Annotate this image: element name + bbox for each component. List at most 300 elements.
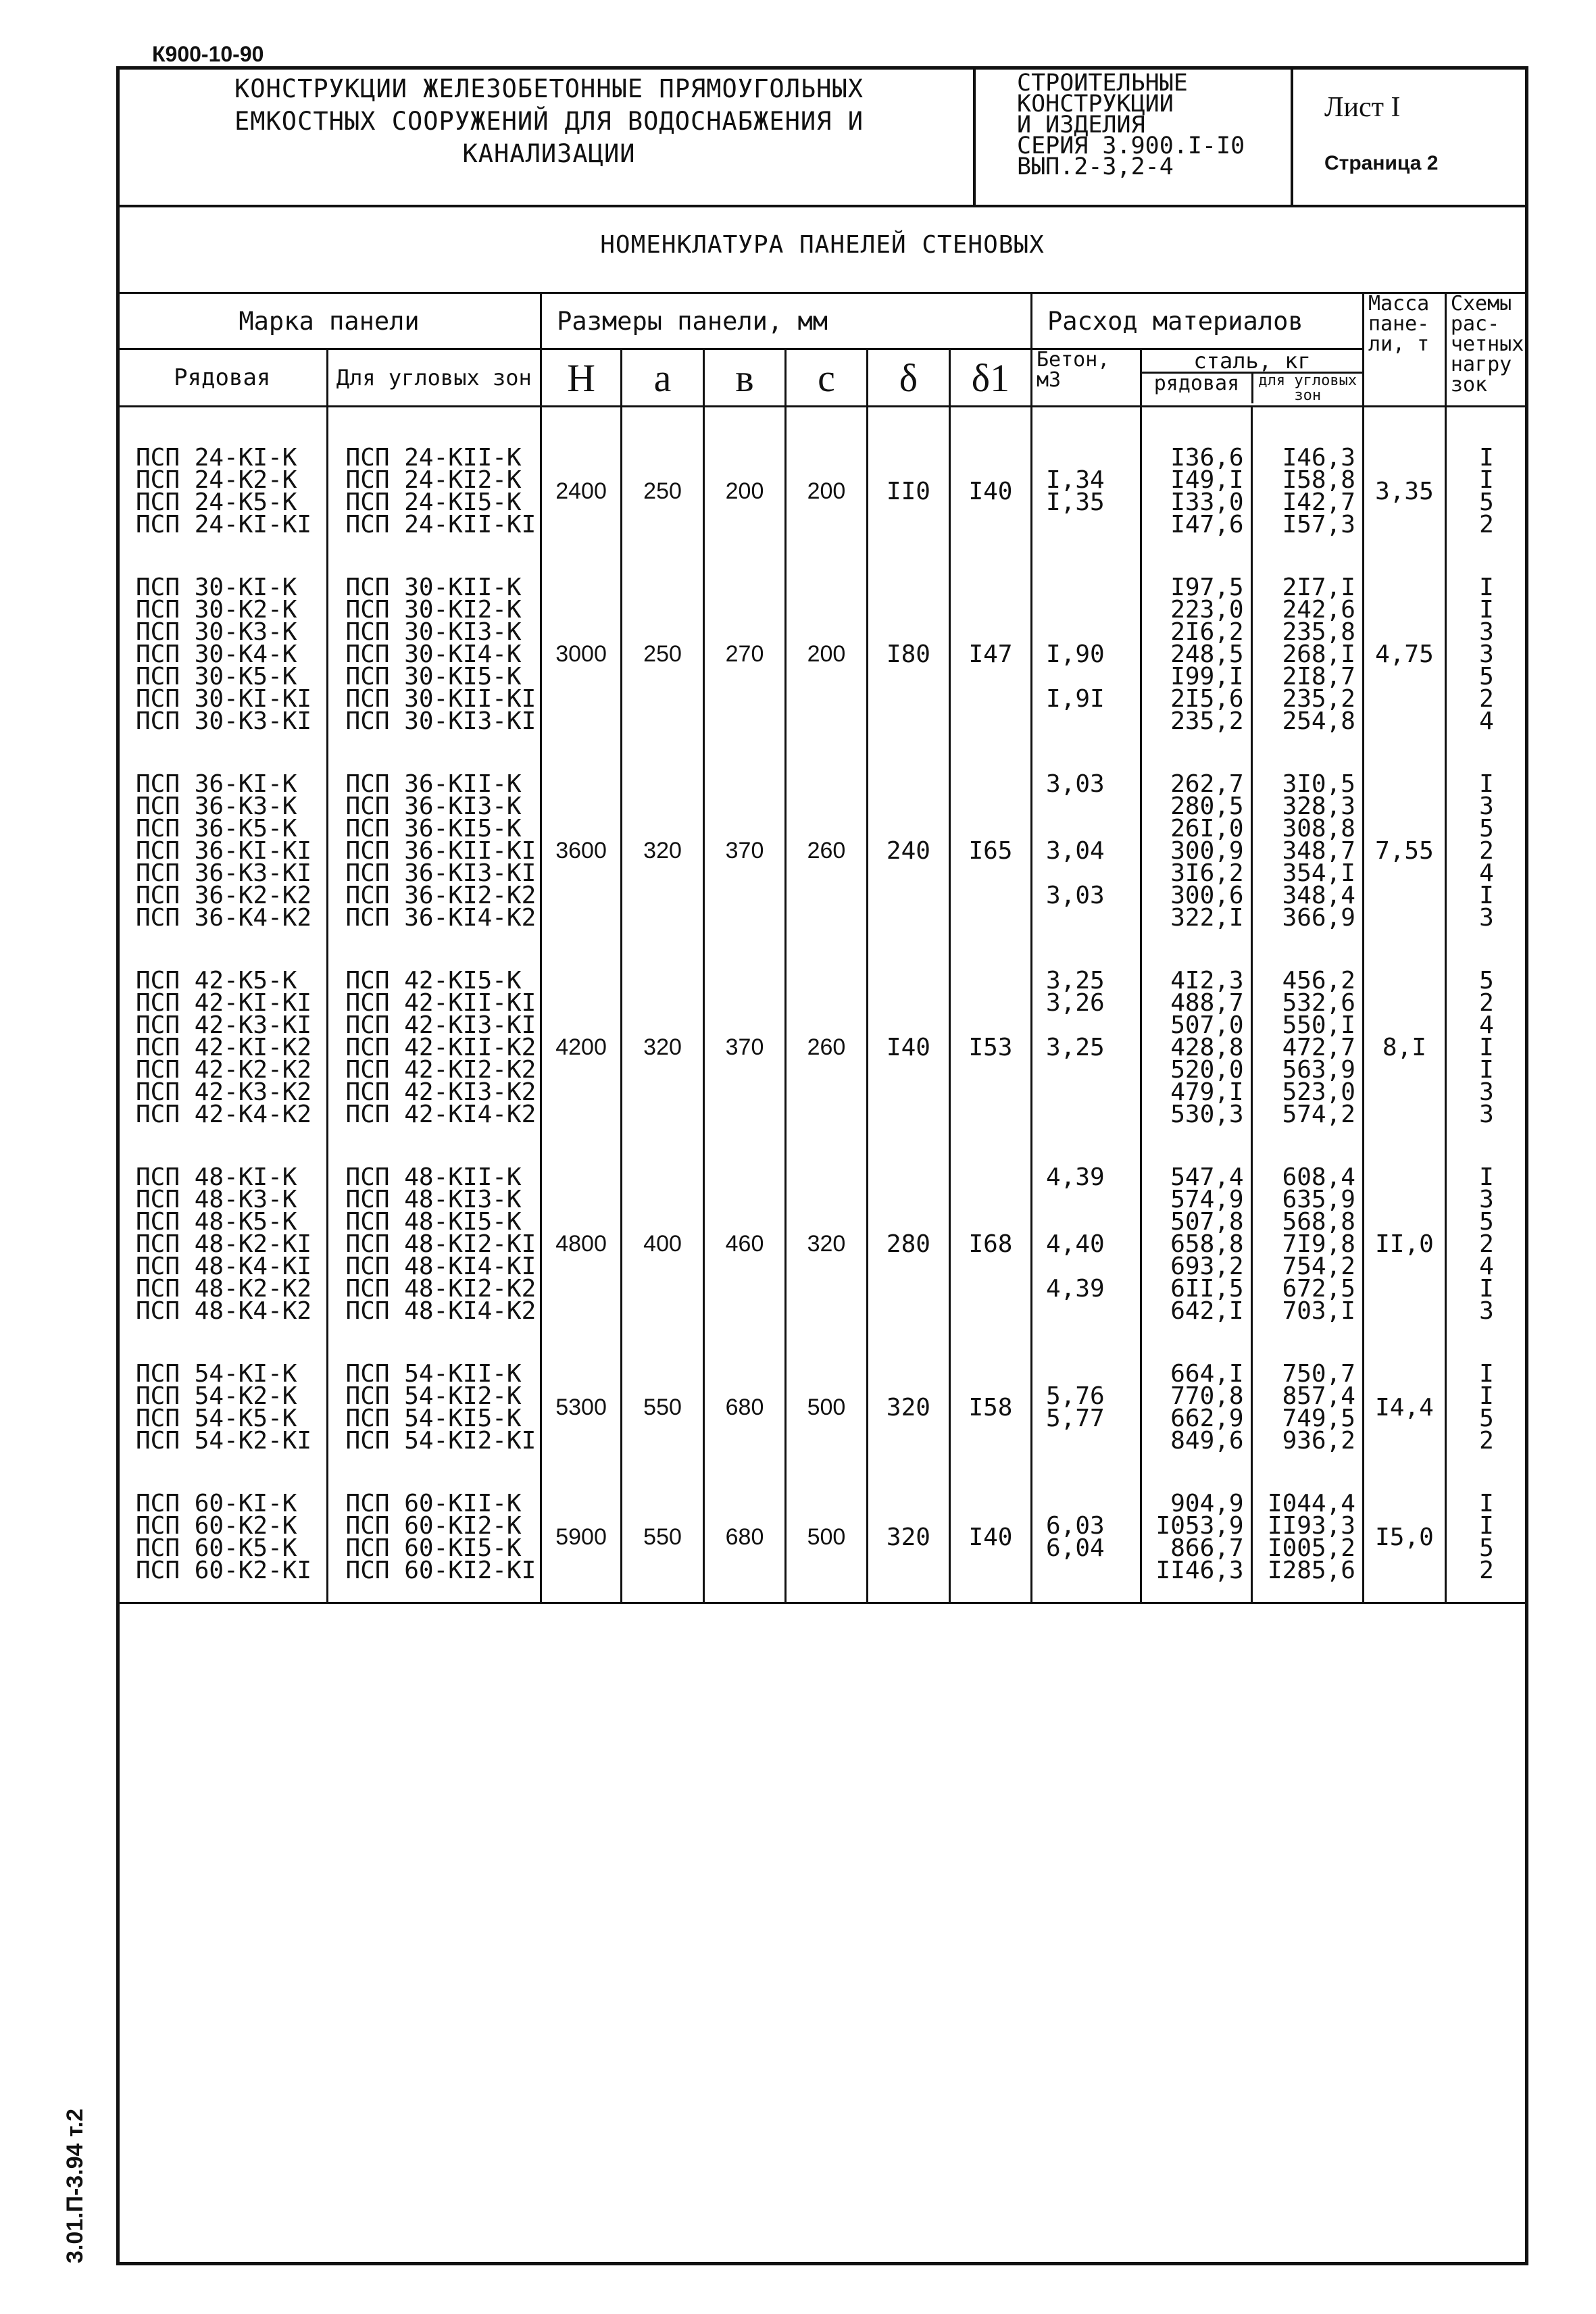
dim-delta1-cell bbox=[949, 949, 1031, 1146]
steel-corner-cell bbox=[1251, 753, 1363, 949]
row-mark: ПСП 48-К2-К2 bbox=[136, 1275, 312, 1303]
concrete-value bbox=[1046, 513, 1140, 536]
dim-H-cell bbox=[541, 753, 622, 949]
corner-mark: ПСП 60-КII-К bbox=[345, 1490, 522, 1517]
corner-mark: ПСП 30-КI5-К bbox=[345, 663, 522, 690]
dim-H-cell bbox=[541, 1472, 622, 1603]
row-mark: ПСП 24-К5-К bbox=[136, 488, 297, 516]
scheme-number: I bbox=[1479, 1275, 1494, 1303]
steel-corner-value: 750,7 bbox=[1282, 1360, 1355, 1388]
dim-b-cell bbox=[704, 1342, 786, 1472]
concrete-value: 6,03 bbox=[1045, 1512, 1105, 1540]
dim-b: 370 bbox=[725, 838, 764, 863]
series-line: СЕРИЯ 3.900.I-I0 bbox=[1017, 132, 1245, 159]
corner-mark: ПСП 36-КI5-К bbox=[345, 815, 522, 842]
steel-corner-value: 348,4 bbox=[1282, 882, 1355, 909]
steel-row-cell bbox=[1141, 949, 1251, 1146]
panel-mass: 7,55 bbox=[1375, 837, 1434, 865]
dim-H-cell bbox=[541, 426, 622, 556]
mass-cell bbox=[1363, 1146, 1445, 1342]
concrete-value: 4,39 bbox=[1045, 1275, 1105, 1303]
corner-mark: ПСП 36-КI4-К2 bbox=[345, 904, 537, 932]
corner-marks-cell bbox=[327, 556, 541, 753]
dim-b: 680 bbox=[725, 1524, 764, 1550]
corner-mark: ПСП 48-КI2-К2 bbox=[345, 1275, 537, 1303]
steel-row-cell bbox=[1141, 753, 1251, 949]
dim-c-cell bbox=[785, 556, 867, 753]
row-mark: ПСП 60-КI-К bbox=[136, 1490, 297, 1517]
corner-mark: ПСП 60-КI2-КI bbox=[345, 1557, 537, 1584]
steel-corner-cell bbox=[1251, 1342, 1363, 1472]
corner-mark: ПСП 30-КI2-К bbox=[345, 596, 522, 624]
steel-corner-value: 749,5 bbox=[1282, 1405, 1355, 1432]
scheme-number: I bbox=[1479, 466, 1494, 494]
col-mark-corner: Для угловых зон bbox=[327, 349, 541, 407]
concrete-cell bbox=[1031, 949, 1141, 1146]
concrete-value: 3,25 bbox=[1045, 1034, 1105, 1061]
steel-row-value: 664,I bbox=[1170, 1360, 1244, 1388]
steel-row-value: 4I2,3 bbox=[1170, 967, 1244, 995]
concrete-value: I,34 bbox=[1045, 466, 1105, 494]
dim-c: 200 bbox=[807, 641, 846, 667]
row-mark: ПСП 48-К2-КI bbox=[136, 1230, 312, 1258]
concrete-value bbox=[1046, 576, 1140, 599]
steel-row-value: 6II,5 bbox=[1170, 1275, 1244, 1303]
dim-b-cell bbox=[704, 1146, 786, 1342]
row-mark: ПСП 42-К2-К2 bbox=[136, 1056, 312, 1084]
dim-a: 250 bbox=[643, 478, 682, 504]
steel-corner-value: 754,2 bbox=[1282, 1253, 1355, 1280]
series-line: И ИЗДЕЛИЯ bbox=[1017, 111, 1145, 139]
steel-row-value: 2I5,6 bbox=[1170, 685, 1244, 713]
row-marks-cell bbox=[118, 1342, 328, 1472]
dim-delta1-cell bbox=[949, 1146, 1031, 1342]
row-mark: ПСП 30-К4-К bbox=[136, 640, 297, 668]
dim-a-cell bbox=[622, 1146, 704, 1342]
row-mark: ПСП 42-К3-КI bbox=[136, 1011, 312, 1039]
steel-row-value: 904,9 bbox=[1170, 1490, 1244, 1517]
steel-row-value: 662,9 bbox=[1170, 1405, 1244, 1432]
header-title-line: КОНСТРУКЦИИ ЖЕЛЕЗОБЕТОННЫЕ ПРЯМОУГОЛЬНЫХ bbox=[234, 74, 864, 103]
col-sizes: Размеры панели, мм bbox=[541, 293, 1032, 349]
dim-a-cell bbox=[622, 1342, 704, 1472]
steel-corner-value: 235,8 bbox=[1282, 618, 1355, 646]
schemes-cell bbox=[1445, 556, 1527, 753]
corner-mark: ПСП 36-КII-К bbox=[345, 770, 522, 798]
steel-row-value: 428,8 bbox=[1170, 1034, 1244, 1061]
dim-H-cell bbox=[541, 1342, 622, 1472]
series-line: КОНСТРУКЦИИ bbox=[1017, 91, 1174, 118]
col-b: в bbox=[704, 349, 786, 407]
dim-H: 3600 bbox=[555, 838, 607, 863]
steel-corner-value: I285,6 bbox=[1267, 1557, 1355, 1584]
dim-b: 270 bbox=[725, 641, 764, 667]
concrete-cell bbox=[1031, 1342, 1141, 1472]
corner-mark: ПСП 48-КII-К bbox=[345, 1163, 522, 1191]
dim-c-cell bbox=[785, 1146, 867, 1342]
row-mark: ПСП 42-К4-К2 bbox=[136, 1101, 312, 1128]
dim-delta1-cell bbox=[949, 753, 1031, 949]
col-delta1: δ1 bbox=[949, 349, 1031, 407]
steel-row-value: 866,7 bbox=[1170, 1534, 1244, 1562]
steel-row-value: 280,5 bbox=[1170, 793, 1244, 820]
col-mass: Масса пане-ли, т bbox=[1363, 293, 1445, 407]
dim-c-cell bbox=[785, 753, 867, 949]
table-row-group bbox=[118, 753, 1528, 949]
steel-row-value: II46,3 bbox=[1155, 1557, 1244, 1584]
concrete-value bbox=[1046, 1188, 1140, 1211]
panel-table-body bbox=[118, 407, 1528, 1603]
dim-a-cell bbox=[622, 1472, 704, 1603]
dim-H: 5300 bbox=[555, 1394, 607, 1420]
document-code: К900-10-90 bbox=[152, 42, 264, 66]
corner-mark: ПСП 42-КII-К2 bbox=[345, 1034, 537, 1061]
concrete-value: I,35 bbox=[1045, 488, 1105, 516]
row-mark: ПСП 36-К5-К bbox=[136, 815, 297, 842]
dim-H: 4800 bbox=[555, 1231, 607, 1257]
steel-row-value: 300,6 bbox=[1170, 882, 1244, 909]
panel-mass: I5,0 bbox=[1375, 1523, 1434, 1551]
dim-c-cell bbox=[785, 949, 867, 1146]
steel-row-value: 2I6,2 bbox=[1170, 618, 1244, 646]
scheme-number: 2 bbox=[1479, 685, 1494, 713]
schemes-cell bbox=[1445, 1342, 1527, 1472]
corner-mark: ПСП 36-КI3-КI bbox=[345, 859, 537, 887]
steel-row-value: 520,0 bbox=[1170, 1056, 1244, 1084]
concrete-value bbox=[1046, 907, 1140, 929]
dim-a: 550 bbox=[643, 1524, 682, 1550]
scheme-number: 5 bbox=[1479, 663, 1494, 690]
steel-corner-value: 472,7 bbox=[1282, 1034, 1355, 1061]
mass-cell bbox=[1363, 556, 1445, 753]
dim-delta1-cell bbox=[949, 426, 1031, 556]
steel-row-value: 26I,0 bbox=[1170, 815, 1244, 842]
row-mark: ПСП 30-КI-КI bbox=[136, 685, 312, 713]
page-number: Страница 2 bbox=[1324, 152, 1439, 174]
steel-row-value: 770,8 bbox=[1170, 1382, 1244, 1410]
dim-a-cell bbox=[622, 556, 704, 753]
table-row-group bbox=[118, 1472, 1528, 1603]
steel-corner-value: 456,2 bbox=[1282, 967, 1355, 995]
corner-mark: ПСП 36-КI3-К bbox=[345, 793, 522, 820]
dim-b-cell bbox=[704, 949, 786, 1146]
mass-cell bbox=[1363, 1342, 1445, 1472]
scheme-number: 3 bbox=[1479, 1101, 1494, 1128]
corner-mark: ПСП 42-КI2-К2 bbox=[345, 1056, 537, 1084]
row-mark: ПСП 54-К2-К bbox=[136, 1382, 297, 1410]
dim-delta-cell bbox=[867, 753, 949, 949]
scheme-number: 5 bbox=[1479, 1534, 1494, 1562]
dim-b: 370 bbox=[725, 1034, 764, 1060]
steel-corner-cell bbox=[1251, 426, 1363, 556]
row-mark: ПСП 48-К4-КI bbox=[136, 1253, 312, 1280]
scheme-number: 5 bbox=[1479, 1405, 1494, 1432]
row-mark: ПСП 30-КI-К bbox=[136, 574, 297, 601]
concrete-cell bbox=[1031, 1472, 1141, 1603]
row-mark: ПСП 42-КI-К2 bbox=[136, 1034, 312, 1061]
dim-delta-cell bbox=[867, 1146, 949, 1342]
dim-b: 200 bbox=[725, 478, 764, 504]
row-mark: ПСП 36-К2-К2 bbox=[136, 882, 312, 909]
schemes-cell bbox=[1445, 1146, 1527, 1342]
scheme-number: 3 bbox=[1479, 618, 1494, 646]
album-code: 3.01.П-3.94 т.2 bbox=[62, 2108, 88, 2263]
panel-mass: I4,4 bbox=[1375, 1393, 1434, 1422]
steel-corner-value: 936,2 bbox=[1282, 1427, 1355, 1455]
corner-mark: ПСП 30-КI3-КI bbox=[345, 707, 537, 735]
steel-row-value: 507,0 bbox=[1170, 1011, 1244, 1039]
concrete-value: 4,39 bbox=[1045, 1163, 1105, 1191]
dim-a: 250 bbox=[643, 641, 682, 667]
header-vline-2 bbox=[1291, 66, 1293, 206]
steel-row-value: 574,9 bbox=[1170, 1186, 1244, 1213]
row-mark: ПСП 24-КI-КI bbox=[136, 511, 312, 538]
concrete-cell bbox=[1031, 753, 1141, 949]
dim-delta1-cell bbox=[949, 556, 1031, 753]
concrete-value: 5,77 bbox=[1045, 1405, 1105, 1432]
steel-corner-value: 608,4 bbox=[1282, 1163, 1355, 1191]
document-title: НОМЕНКЛАТУРА ПАНЕЛЕЙ СТЕНОВЫХ bbox=[600, 231, 1045, 259]
steel-row-value: 488,7 bbox=[1170, 989, 1244, 1017]
row-mark: ПСП 36-КI-К bbox=[136, 770, 297, 798]
dim-a: 320 bbox=[643, 838, 682, 863]
concrete-value bbox=[1046, 1559, 1140, 1582]
scheme-number: 3 bbox=[1479, 1297, 1494, 1325]
dim-c: 500 bbox=[807, 1394, 846, 1420]
steel-corner-value: I58,8 bbox=[1282, 466, 1355, 494]
scheme-number: 5 bbox=[1479, 815, 1494, 842]
steel-corner-value: II93,3 bbox=[1267, 1512, 1355, 1540]
steel-row-value: I99,I bbox=[1170, 663, 1244, 690]
scheme-number: 2 bbox=[1479, 1427, 1494, 1455]
panel-mass: 4,75 bbox=[1375, 640, 1434, 668]
panel-mass: II,0 bbox=[1375, 1230, 1434, 1258]
table-row-group bbox=[118, 1342, 1528, 1472]
col-steel bbox=[1141, 349, 1364, 407]
row-mark: ПСП 24-К2-К bbox=[136, 466, 297, 494]
row-marks-cell bbox=[118, 949, 328, 1146]
dim-c: 260 bbox=[807, 838, 846, 863]
steel-corner-value: 242,6 bbox=[1282, 596, 1355, 624]
dim-c: 320 bbox=[807, 1231, 846, 1257]
steel-row-cell bbox=[1141, 556, 1251, 753]
steel-corner-value: 2I8,7 bbox=[1282, 663, 1355, 690]
scheme-number: I bbox=[1479, 574, 1494, 601]
col-steel-row: рядовая bbox=[1153, 372, 1240, 395]
header-title bbox=[125, 73, 973, 170]
steel-corner-value: I005,2 bbox=[1267, 1534, 1355, 1562]
dim-delta1: I68 bbox=[968, 1230, 1013, 1258]
table-row-group bbox=[118, 949, 1528, 1146]
col-H: H bbox=[541, 349, 622, 407]
dim-delta: 280 bbox=[886, 1230, 930, 1258]
col-a: a bbox=[622, 349, 704, 407]
corner-mark: ПСП 30-КII-КI bbox=[345, 685, 537, 713]
concrete-value: 3,26 bbox=[1045, 989, 1105, 1017]
header-divider bbox=[116, 205, 1528, 207]
dim-delta-cell bbox=[867, 949, 949, 1146]
row-mark: ПСП 42-К5-К bbox=[136, 967, 297, 995]
steel-row-value: 3I6,2 bbox=[1170, 859, 1244, 887]
dim-a-cell bbox=[622, 949, 704, 1146]
schemes-cell bbox=[1445, 426, 1527, 556]
row-marks-cell bbox=[118, 753, 328, 949]
corner-mark: ПСП 48-КI3-К bbox=[345, 1186, 522, 1213]
dim-c-cell bbox=[785, 1472, 867, 1603]
scheme-number: I bbox=[1479, 1360, 1494, 1388]
dim-H: 5900 bbox=[555, 1524, 607, 1550]
dim-delta-cell bbox=[867, 1342, 949, 1472]
scheme-number: 4 bbox=[1479, 859, 1494, 887]
steel-corner-value: 348,7 bbox=[1282, 837, 1355, 865]
scheme-number: 5 bbox=[1479, 1208, 1494, 1236]
corner-mark: ПСП 24-КI5-К bbox=[345, 488, 522, 516]
steel-row-value: 849,6 bbox=[1170, 1427, 1244, 1455]
steel-row-value: 235,2 bbox=[1170, 707, 1244, 735]
concrete-cell bbox=[1031, 426, 1141, 556]
dim-delta: I40 bbox=[886, 1034, 930, 1061]
steel-corner-value: 703,I bbox=[1282, 1297, 1355, 1325]
scheme-number: I bbox=[1479, 1382, 1494, 1410]
row-mark: ПСП 24-КI-К bbox=[136, 444, 297, 472]
corner-mark: ПСП 54-КI5-К bbox=[345, 1405, 522, 1432]
corner-mark: ПСП 24-КII-К bbox=[345, 444, 522, 472]
col-steel-label: сталь, кг bbox=[1193, 349, 1311, 374]
dim-delta: 240 bbox=[886, 837, 930, 865]
mass-cell bbox=[1363, 949, 1445, 1146]
steel-row-cell bbox=[1141, 1342, 1251, 1472]
steel-corner-value: I57,3 bbox=[1282, 511, 1355, 538]
scheme-number: I bbox=[1479, 1490, 1494, 1517]
concrete-value: I,90 bbox=[1045, 640, 1105, 668]
table-row-group bbox=[118, 556, 1528, 753]
col-scheme: Схемы рас-четных нагру зок bbox=[1445, 293, 1527, 407]
steel-row-value: I053,9 bbox=[1155, 1512, 1244, 1540]
corner-mark: ПСП 42-КI3-К2 bbox=[345, 1078, 537, 1106]
scheme-number: 4 bbox=[1479, 1011, 1494, 1039]
panel-mass: 3,35 bbox=[1375, 477, 1434, 505]
col-mark-row: Рядовая bbox=[118, 349, 328, 407]
series-line: СТРОИТЕЛЬНЫЕ bbox=[1017, 70, 1188, 97]
row-mark: ПСП 54-КI-К bbox=[136, 1360, 297, 1388]
dim-delta-cell bbox=[867, 1472, 949, 1603]
row-marks-cell bbox=[118, 1146, 328, 1342]
steel-row-value: I49,I bbox=[1170, 466, 1244, 494]
dim-delta1: I40 bbox=[968, 1523, 1013, 1551]
corner-mark: ПСП 48-КI5-К bbox=[345, 1208, 522, 1236]
dim-delta1: I40 bbox=[968, 477, 1013, 505]
steel-row-value: 507,8 bbox=[1170, 1208, 1244, 1236]
steel-corner-value: 550,I bbox=[1282, 1011, 1355, 1039]
row-mark: ПСП 30-К2-К bbox=[136, 596, 297, 624]
steel-corner-value: 672,5 bbox=[1282, 1275, 1355, 1303]
scheme-number: 3 bbox=[1479, 793, 1494, 820]
dim-delta: II0 bbox=[886, 477, 930, 505]
corner-marks-cell bbox=[327, 1342, 541, 1472]
row-mark: ПСП 30-К3-К bbox=[136, 618, 297, 646]
steel-corner-value: I044,4 bbox=[1267, 1490, 1355, 1517]
row-mark: ПСП 48-КI-К bbox=[136, 1163, 297, 1191]
corner-mark: ПСП 24-КII-КI bbox=[345, 511, 537, 538]
dim-b-cell bbox=[704, 426, 786, 556]
concrete-value bbox=[1046, 1300, 1140, 1322]
row-mark: ПСП 30-К5-К bbox=[136, 663, 297, 690]
row-mark: ПСП 48-К5-К bbox=[136, 1208, 297, 1236]
concrete-value: 3,03 bbox=[1045, 882, 1105, 909]
dim-delta1: I58 bbox=[968, 1393, 1013, 1422]
steel-row-cell bbox=[1141, 1146, 1251, 1342]
header-title-line: ЕМКОСТНЫХ СООРУЖЕНИЙ ДЛЯ ВОДОСНАБЖЕНИЯ И bbox=[234, 107, 864, 136]
scheme-number: 4 bbox=[1479, 1253, 1494, 1280]
table-row-group bbox=[118, 426, 1528, 556]
scheme-number: I bbox=[1479, 1056, 1494, 1084]
col-c: c bbox=[785, 349, 867, 407]
dim-c: 200 bbox=[807, 478, 846, 504]
row-marks-cell bbox=[118, 556, 328, 753]
steel-row-cell bbox=[1141, 426, 1251, 556]
row-mark: ПСП 60-К2-К bbox=[136, 1512, 297, 1540]
scheme-number: I bbox=[1479, 596, 1494, 624]
concrete-value: 3,03 bbox=[1045, 770, 1105, 798]
steel-corner-value: 574,2 bbox=[1282, 1101, 1355, 1128]
dim-delta1-cell bbox=[949, 1472, 1031, 1603]
steel-row-value: 693,2 bbox=[1170, 1253, 1244, 1280]
concrete-cell bbox=[1031, 556, 1141, 753]
steel-corner-value: 328,3 bbox=[1282, 793, 1355, 820]
corner-marks-cell bbox=[327, 1146, 541, 1342]
concrete-value bbox=[1046, 1430, 1140, 1452]
concrete-value: 6,04 bbox=[1045, 1534, 1105, 1562]
row-mark: ПСП 54-К2-КI bbox=[136, 1427, 312, 1455]
schemes-cell bbox=[1445, 753, 1527, 949]
steel-corner-cell bbox=[1251, 1472, 1363, 1603]
corner-mark: ПСП 54-КI2-К bbox=[345, 1382, 522, 1410]
steel-corner-cell bbox=[1251, 556, 1363, 753]
corner-mark: ПСП 42-КI5-К bbox=[345, 967, 522, 995]
corner-marks-cell bbox=[327, 753, 541, 949]
dim-H-cell bbox=[541, 949, 622, 1146]
corner-mark: ПСП 30-КI4-К bbox=[345, 640, 522, 668]
row-mark: ПСП 60-К2-КI bbox=[136, 1557, 312, 1584]
steel-corner-value: I42,7 bbox=[1282, 488, 1355, 516]
row-mark: ПСП 42-КI-КI bbox=[136, 989, 312, 1017]
concrete-value: 4,40 bbox=[1045, 1230, 1105, 1258]
dim-b-cell bbox=[704, 753, 786, 949]
dim-a-cell bbox=[622, 753, 704, 949]
dim-c-cell bbox=[785, 1342, 867, 1472]
concrete-value bbox=[1046, 1103, 1140, 1126]
dim-c-cell bbox=[785, 426, 867, 556]
header-series bbox=[1017, 70, 1245, 180]
row-mark: ПСП 30-К3-КI bbox=[136, 707, 312, 735]
scheme-number: 3 bbox=[1479, 1186, 1494, 1213]
col-concrete: Бетон, м3 bbox=[1031, 349, 1141, 407]
col-delta: δ bbox=[867, 349, 949, 407]
concrete-value bbox=[1046, 599, 1140, 621]
concrete-value: 3,04 bbox=[1045, 837, 1105, 865]
corner-marks-cell bbox=[327, 426, 541, 556]
steel-corner-value: 7I9,8 bbox=[1282, 1230, 1355, 1258]
dim-b-cell bbox=[704, 1472, 786, 1603]
steel-corner-value: I46,3 bbox=[1282, 444, 1355, 472]
mass-cell bbox=[1363, 1472, 1445, 1603]
mass-cell bbox=[1363, 753, 1445, 949]
dim-a: 550 bbox=[643, 1394, 682, 1420]
dim-H-cell bbox=[541, 556, 622, 753]
scheme-number: I bbox=[1479, 1512, 1494, 1540]
row-mark: ПСП 36-К3-КI bbox=[136, 859, 312, 887]
steel-corner-value: 857,4 bbox=[1282, 1382, 1355, 1410]
